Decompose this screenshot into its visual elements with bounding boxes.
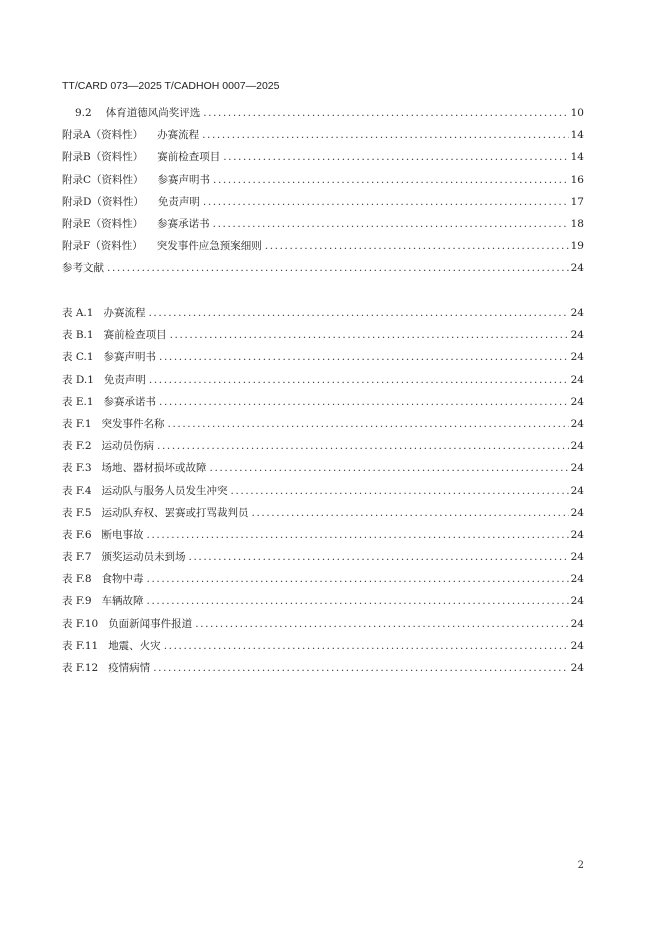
toc-dot-leader	[252, 507, 569, 519]
toc-entry-page: 24	[570, 262, 584, 275]
table-list-number: 表 F.8	[62, 573, 92, 586]
table-list-number: 表 F.3	[62, 462, 92, 475]
table-list-number: 表 C.1	[62, 351, 94, 364]
toc-dot-leader	[153, 662, 568, 674]
table-list-page: 24	[570, 617, 584, 630]
table-list-page: 24	[570, 373, 584, 386]
table-list-number: 表 B.1	[62, 329, 94, 342]
toc-entry-number: 附录F（资料性）	[62, 240, 143, 253]
table-list-number: 表 F.1	[62, 417, 92, 430]
toc-entry-title: 参赛承诺书	[157, 217, 210, 230]
table-list-page: 24	[570, 573, 584, 586]
table-list-number: 表 F.9	[62, 595, 92, 608]
table-list-title: 运动队与服务人员发生冲突	[101, 484, 228, 497]
table-list-page: 24	[570, 484, 584, 497]
table-list-number: 表 D.1	[62, 373, 94, 386]
toc-entry-title: 免责声明	[157, 195, 200, 208]
table-list-entry[interactable]	[62, 616, 584, 638]
table-list-page: 24	[570, 351, 584, 364]
toc-dot-leader	[203, 196, 569, 208]
table-list-number: 表 F.7	[62, 551, 92, 564]
table-list-page: 24	[570, 395, 584, 408]
table-list-title: 运动员伤病	[101, 440, 155, 453]
toc-dot-leader	[148, 307, 568, 319]
toc-entry-title: 赛前检查项目	[157, 151, 221, 164]
table-list-title: 断电事故	[101, 528, 144, 541]
table-list-title: 突发事件名称	[101, 417, 165, 430]
table-list-page: 24	[570, 417, 584, 430]
toc-dot-leader	[164, 640, 569, 652]
toc-dot-leader	[107, 262, 569, 274]
toc-entry[interactable]	[62, 127, 584, 149]
table-list-page: 24	[570, 329, 584, 342]
table-list-entry[interactable]	[62, 327, 584, 349]
toc-entry-page: 14	[570, 129, 584, 142]
toc-dot-leader	[170, 329, 569, 341]
table-list-page: 24	[570, 307, 584, 319]
toc-dot-leader	[159, 396, 569, 408]
toc-entry-number: 9.2	[75, 107, 92, 119]
table-list-title: 参赛承诺书	[103, 395, 157, 408]
table-list-entry[interactable]	[62, 438, 584, 460]
toc-dot-leader	[159, 351, 569, 363]
toc-dot-leader	[265, 240, 569, 252]
table-list-page: 24	[570, 639, 584, 652]
toc-entry-page: 16	[570, 173, 584, 186]
table-list-number: 表 F.5	[62, 506, 92, 519]
toc-entry-page: 19	[570, 240, 584, 253]
table-list-page: 24	[570, 506, 584, 519]
table-list-page: 24	[570, 551, 584, 564]
table-list-entry[interactable]	[62, 483, 584, 505]
table-list-page: 24	[570, 528, 584, 541]
toc-dot-leader	[157, 440, 569, 452]
toc-entry-number: 附录E（资料性）	[62, 217, 144, 230]
table-list-entry[interactable]	[62, 416, 584, 438]
toc-dot-leader	[147, 529, 569, 541]
toc-entry-number: 附录C（资料性）	[62, 173, 144, 186]
table-list-title: 地震、火灾	[108, 639, 161, 652]
toc-entry-number: 附录D（资料性）	[62, 195, 144, 208]
toc-entry-title: 体育道德风尚奖评选	[105, 107, 201, 119]
toc-dot-leader	[149, 374, 569, 386]
toc-dot-leader	[210, 462, 569, 474]
toc-dot-leader	[231, 485, 569, 497]
table-list-title: 参赛声明书	[103, 351, 157, 364]
table-list-entry[interactable]	[62, 394, 584, 416]
toc-entry-title: 参赛声明书	[157, 173, 211, 186]
table-list-entry[interactable]	[62, 460, 584, 482]
table-list-number: 表 F.12	[62, 662, 99, 674]
table-list-number: 表 F.6	[62, 528, 92, 541]
table-list-title: 负面新闻事件报道	[108, 617, 193, 630]
page-number: 2	[577, 860, 584, 871]
table-list-number: 表 F.10	[62, 617, 99, 630]
toc-entry-page: 10	[570, 107, 584, 119]
toc-dot-leader	[195, 618, 568, 630]
table-list-title: 运动队弃权、罢赛或打骂裁判员	[101, 506, 249, 519]
table-list-entry[interactable]	[62, 505, 584, 527]
list-of-tables	[62, 305, 584, 682]
table-list-title: 颁奖运动员未到场	[101, 551, 186, 564]
table-list-entry[interactable]	[62, 527, 584, 549]
toc-dot-leader	[213, 174, 569, 186]
standard-code-header: TT/CARD 073—2025 T/CADHOH 0007—2025	[62, 80, 280, 92]
toc-dot-leader	[202, 129, 569, 141]
table-list-title: 食物中毒	[101, 573, 144, 586]
toc-entry[interactable]	[62, 238, 584, 260]
toc-dot-leader	[147, 573, 569, 585]
toc-dot-leader	[203, 107, 568, 119]
toc-entry-title: 参考文献	[62, 262, 104, 275]
table-list-entry[interactable]	[62, 660, 584, 682]
table-list-entry[interactable]	[62, 638, 584, 660]
toc-dot-leader	[147, 595, 569, 607]
table-of-contents	[62, 105, 584, 283]
toc-dot-leader	[213, 218, 569, 230]
toc-dot-leader	[189, 551, 569, 563]
table-list-title: 办赛流程	[103, 307, 146, 319]
toc-entry[interactable]	[62, 216, 584, 238]
toc-entry[interactable]	[62, 149, 584, 171]
table-list-page: 24	[570, 595, 584, 608]
table-list-number: 表 F.11	[62, 639, 99, 652]
table-list-entry[interactable]	[62, 372, 584, 394]
table-list-entry[interactable]	[62, 549, 584, 571]
table-list-number: 表 F.4	[62, 484, 92, 497]
toc-entry[interactable]	[62, 194, 584, 216]
table-list-number: 表 A.1	[62, 307, 94, 319]
toc-entry-title: 突发事件应急预案细则	[156, 240, 262, 253]
toc-entry[interactable]	[62, 260, 584, 282]
table-list-title: 免责声明	[103, 373, 146, 386]
toc-entry[interactable]	[62, 105, 584, 127]
table-list-title: 疫情病情	[108, 662, 151, 674]
toc-entry-number: 附录B（资料性）	[62, 151, 144, 164]
toc-dot-leader	[223, 151, 568, 163]
table-list-title: 车辆故障	[101, 595, 144, 608]
toc-entry-number: 附录A（资料性）	[62, 129, 144, 142]
toc-entry-page: 14	[570, 151, 584, 164]
toc-entry-page: 17	[570, 195, 584, 208]
table-list-title: 场地、器材损坏或故障	[101, 462, 207, 475]
table-list-entry[interactable]	[62, 571, 584, 593]
toc-dot-leader	[168, 418, 569, 430]
toc-entry-page: 18	[570, 217, 584, 230]
table-list-entry[interactable]	[62, 305, 584, 327]
table-list-number: 表 E.1	[62, 395, 94, 408]
table-list-entry[interactable]	[62, 593, 584, 615]
toc-entry-title: 办赛流程	[157, 129, 200, 142]
table-list-number: 表 F.2	[62, 440, 92, 453]
table-list-page: 24	[570, 662, 584, 674]
table-list-entry[interactable]	[62, 349, 584, 371]
table-list-page: 24	[570, 440, 584, 453]
table-list-title: 赛前检查项目	[103, 329, 167, 342]
toc-entry[interactable]	[62, 172, 584, 194]
table-list-page: 24	[570, 462, 584, 475]
